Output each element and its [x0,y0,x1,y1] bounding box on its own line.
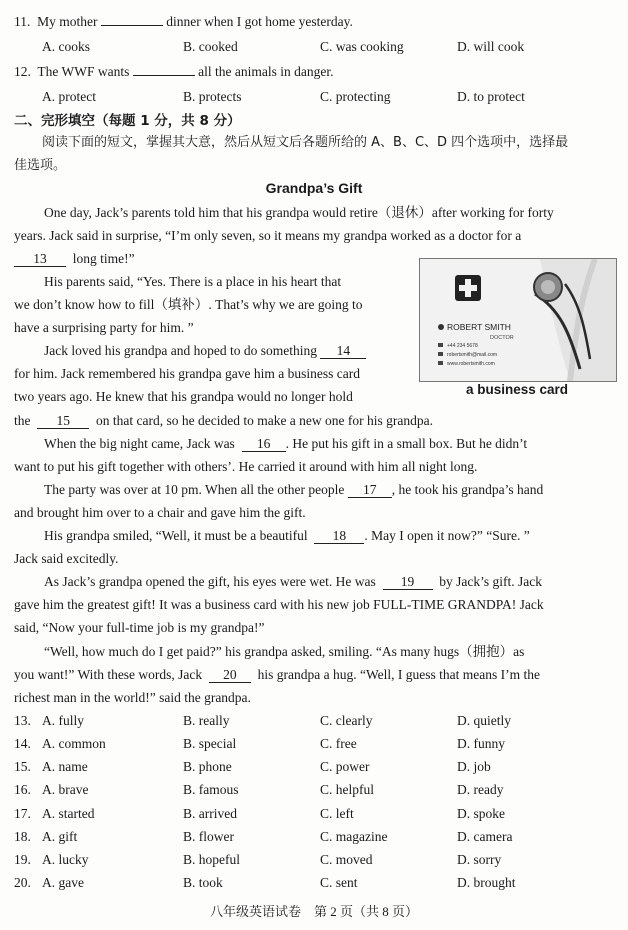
passage-line: you want!” With these words, Jack 20 his grandpa a hug. “Well, I guess that means I’m the [14,667,541,682]
passage-line: When the big night came, Jack was 16 . He put his gift in a small box. But he didn’t [44,436,528,451]
passage-line: 13 long time!” [14,250,135,268]
option-number: 20. [14,875,31,890]
option-number: 17. [14,806,31,821]
option-number: 14. [14,736,31,751]
option-b: B. really [183,713,230,728]
option-d: D. job [457,759,491,774]
passage-line: want to put his gift together with others’. He carried it around with him all night long. [14,459,478,474]
option-d: D. sorry [457,852,502,867]
option-number: 16. [14,782,31,797]
option-a: A. fully [42,713,84,728]
option-d: D. spoke [457,806,505,821]
question-11-option-d: D. will cook [457,39,525,54]
passage-line: two years ago. He knew that his grandpa would no longer hold [14,389,353,404]
option-c: C. sent [320,875,358,890]
answer-blank [101,25,163,26]
passage-line: gave him the greatest gift! It was a business card with his new job FULL-TIME GRANDPA! Jack [14,597,544,612]
question-12-option-a: A. protect [42,89,96,104]
option-c: C. magazine [320,829,388,844]
business-card-image [419,258,617,382]
option-a: A. gift [42,829,78,844]
option-b: B. special [183,736,237,751]
passage-line: One day, Jack’s parents told him that his grandpa would retire（退休）after working for forty [44,205,554,220]
passage-line: we don’t know how to fill（填补）. That’s why we are going to [14,297,363,312]
option-c: C. power [320,759,370,774]
option-a: A. brave [42,782,89,797]
passage-line: and brought him over to a chair and gave him the gift. [14,505,306,520]
option-c: C. free [320,736,357,751]
option-c: C. clearly [320,713,373,728]
option-a: A. gave [42,875,84,890]
option-c: C. helpful [320,782,374,797]
option-d: D. camera [457,829,513,844]
business-card-illustration [420,259,616,381]
blank-20: 20 [209,667,251,683]
option-number: 19. [14,852,31,867]
section-heading: 二、完形填空（每题 1 分，共 8 分） [14,113,241,129]
option-d: D. funny [457,736,505,751]
passage-line: have a surprising party for him. ” [14,320,194,335]
question-11-option-a: A. cooks [42,39,90,54]
passage-line: richest man in the world!” said the grandpa. [14,690,251,705]
question-11-option-c: C. was cooking [320,39,404,54]
option-a: A. common [42,736,106,751]
passage-line: His parents said, “Yes. There is a place in his heart that [44,274,342,289]
option-b: B. arrived [183,806,237,821]
answer-blank [133,75,195,76]
blank-19: 19 [383,574,433,590]
passage-line: Jack said excitedly. [14,551,119,566]
question-11-stem: 11. My mother dinner when I got home yesterday. [14,14,353,29]
blank-15: 15 [37,413,89,429]
option-a: A. name [42,759,88,774]
passage-line: The party was over at 10 pm. When all the other people 17 , he took his grandpa’s hand [44,482,544,497]
option-d: D. brought [457,875,516,890]
option-d: D. quietly [457,713,511,728]
passage-line: the 15 on that card, so he decided to make a new one for his grandpa. [14,413,434,428]
option-b: B. famous [183,782,239,797]
passage-line: for him. Jack remembered his grandpa gave him a business card [14,366,361,381]
option-b: B. flower [183,829,234,844]
question-12-option-d: D. to protect [457,89,525,104]
card-website: www.robertsmith.com [447,361,495,367]
passage-line: His grandpa smiled, “Well, it must be a beautiful 18 . May I open it now?” “Sure. ” [44,528,530,543]
section-instruction-line-2: 佳选项。 [14,158,67,173]
option-a: A. started [42,806,95,821]
figure-caption: a business card [465,382,569,397]
passage-line: years. Jack said in surprise, “I’m only seven, so it means my grandpa worked as a doctor for a [14,228,522,243]
blank-13: 13 [14,251,66,267]
blank-16: 16 [242,436,286,452]
page-footer: 八年级英语试卷 第 2 页（共 8 页） [209,904,418,919]
blank-18: 18 [314,528,364,544]
passage-line: As Jack’s grandpa opened the gift, his eyes were wet. He was 19 by Jack’s gift. Jack [44,574,543,589]
blank-14: 14 [320,343,366,359]
option-d: D. ready [457,782,504,797]
passage-title: Grandpa’s Gift [265,180,363,196]
section-instruction-line-1: 阅读下面的短文，掌握其大意，然后从短文后各题所给的 A、B、C、D 四个选项中，选择最 [42,135,569,150]
option-number: 15. [14,759,31,774]
passage-line: “Well, how much do I get paid?” his grandpa asked, smiling. “As many hugs（拥抱）as [44,644,525,659]
option-c: C. moved [320,852,373,867]
card-email: robertsmith@mail.com [447,352,498,358]
option-number: 18. [14,829,31,844]
card-name: ROBERT SMITH [447,322,511,332]
card-phone: +44 234 5678 [447,343,478,349]
card-role: DOCTOR [490,335,514,341]
blank-17: 17 [348,482,392,498]
option-c: C. left [320,806,354,821]
option-number: 13. [14,713,31,728]
question-12-option-b: B. protects [183,89,242,104]
question-11-option-b: B. cooked [183,39,238,54]
passage-line: Jack loved his grandpa and hoped to do something 14 [44,342,366,360]
question-12-stem: 12. The WWF wants all the animals in danger. [14,64,334,79]
medical-cross-icon [455,275,481,301]
option-b: B. took [183,875,223,890]
question-12-option-c: C. protecting [320,89,391,104]
option-b: B. hopeful [183,852,240,867]
passage-line: said, “Now your full-time job is my grandpa!” [14,620,265,635]
option-a: A. lucky [42,852,89,867]
option-b: B. phone [183,759,232,774]
